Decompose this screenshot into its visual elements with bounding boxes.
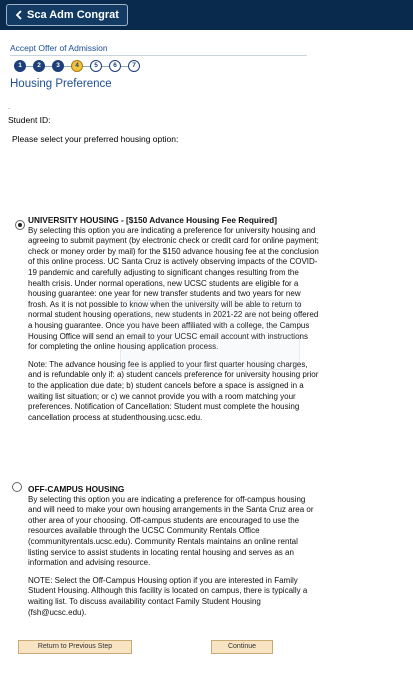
- breadcrumb: Accept Offer of Admission: [10, 43, 108, 53]
- step-7: 7: [128, 60, 140, 72]
- top-header-bar: [0, 0, 413, 30]
- continue-button[interactable]: Continue: [211, 640, 273, 654]
- chevron-left-icon: [15, 10, 22, 20]
- university-housing-radio[interactable]: [15, 220, 25, 230]
- step-5: 5: [90, 60, 102, 72]
- off-campus-housing-title: OFF-CAMPUS HOUSING: [28, 484, 125, 494]
- back-button[interactable]: [6, 4, 128, 26]
- university-housing-title: UNIVERSITY HOUSING - [$150 Advance Housing Fee Required]: [28, 215, 277, 225]
- dot-mark: .: [8, 102, 11, 111]
- step-1[interactable]: 1: [14, 60, 26, 72]
- university-housing-note: Note: The advance housing fee is applied to your first quarter housing charges, and is refundable only if: a) student cancels preference for university housing prior to the application due date; b) student cancels before a space is assigned in a waiting list situation; or c) we cannot provide you with a room matching your preferences. Notification of Cancellation: Student must complete the housing cancellation process at studenthousing.ucsc.edu.: [28, 359, 319, 422]
- off-campus-housing-description: By selecting this option you are indicating a preference for off-campus housing and will need to make your own housing arrangements in the Santa Cruz area or other area of your choosing. Off-campus students are encouraged to use the resources available through the UCSC Community Rentals Office (communityrentals.ucsc.edu). Community Rentals maintains an online rental listing service to assist students in locating rental housing and serves as an information and advising resource.: [28, 494, 314, 568]
- step-4[interactable]: 4: [71, 60, 83, 72]
- step-6: 6: [109, 60, 121, 72]
- housing-prompt: Please select your preferred housing option:: [12, 134, 179, 144]
- off-campus-housing-option: [28, 484, 319, 618]
- return-to-previous-step-button[interactable]: Return to Previous Step: [18, 640, 132, 654]
- page-title: Housing Preference: [10, 78, 112, 90]
- step-2[interactable]: 2: [33, 60, 45, 72]
- back-button-label: Sca Adm Congrat: [27, 9, 119, 21]
- step-divider: [10, 55, 307, 56]
- student-id-label: Student ID:: [8, 115, 51, 125]
- off-campus-housing-note: NOTE: Select the Off-Campus Housing option if you are interested in Family Student Housing. Although this facility is located on campus, there is typically a waiting list. To discuss availability contact Family Student Housing (fsh@ucsc.edu).: [28, 575, 308, 617]
- off-campus-housing-radio[interactable]: [12, 482, 22, 492]
- watermark: [120, 300, 300, 370]
- university-housing-description: By selecting this option you are indicating a preference for university housing and agreeing to submit payment (by electronic check or credit card for online payment; check or money order by mail) for the $150 advance housing fee at the conclusion of this online process. UC Santa Cruz is actively observing impacts of the COVID-19 pandemic and carefully adjusting to significant changes resulting from the health crisis. Under normal operations, new UCSC students are eligible for a housing guarantee: one year for new transfer students and two years for new frosh. As it is not possible to know when the university will be able to return to normal student housing operations, new students in 2021-22 are not being offered a housing guarantee. Once you have been affiliated with a college, the Campus Housing Office will send an email to your UCSC email account with instructions for completing the online housing application process.: [28, 225, 319, 352]
- step-3[interactable]: 3: [52, 60, 64, 72]
